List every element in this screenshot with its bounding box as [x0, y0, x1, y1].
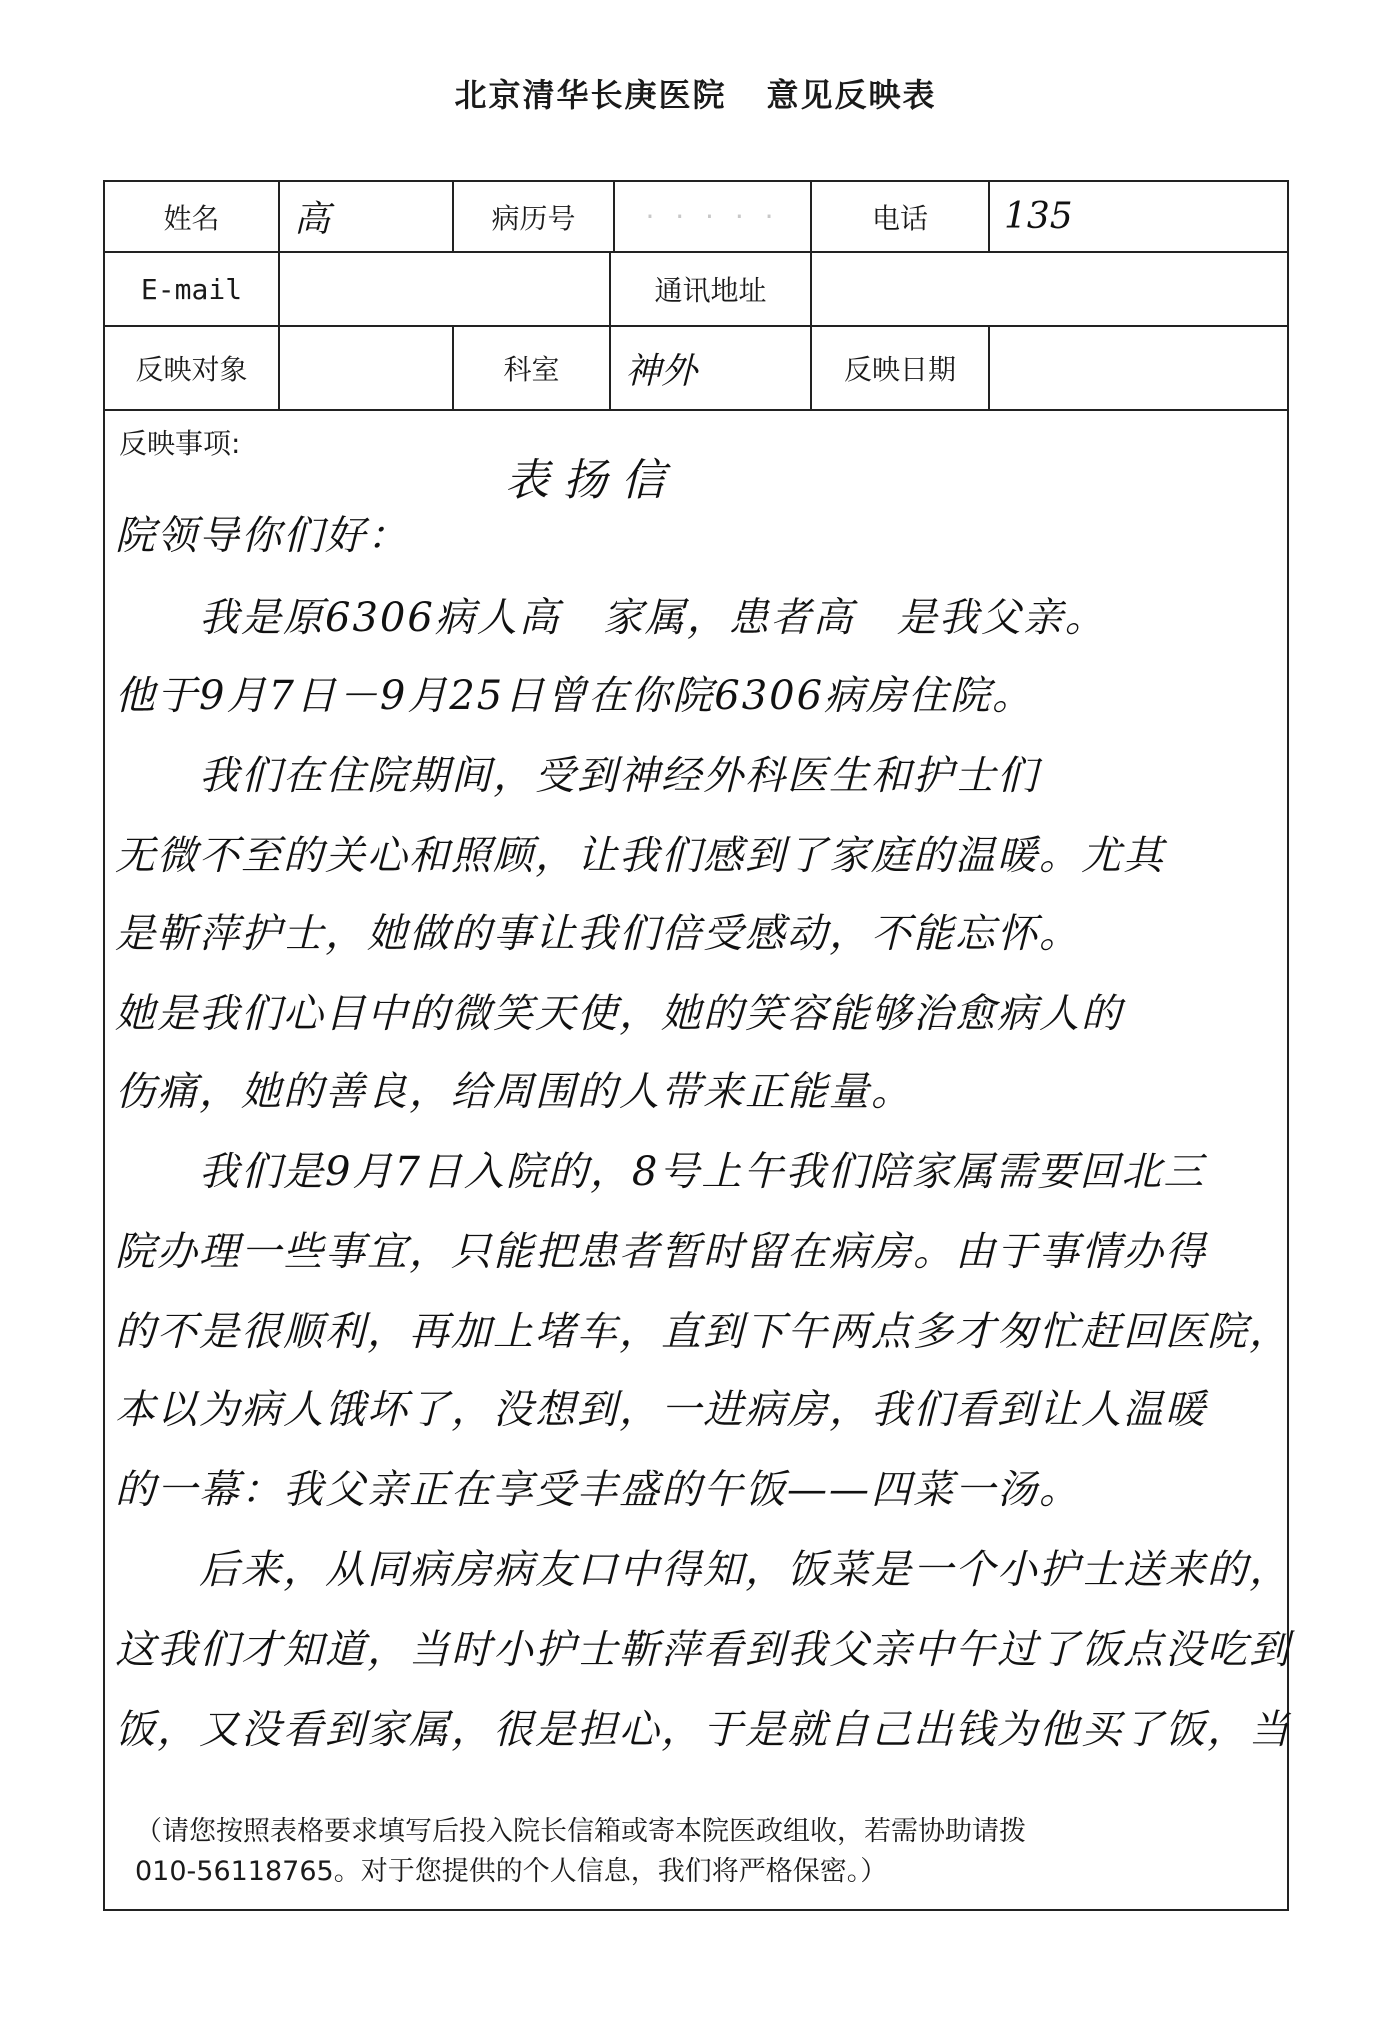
department-field[interactable]: 神外: [625, 350, 698, 392]
letter-line: 后来，从同病房病友口中得知，饭菜是一个小护士送来的，: [115, 1547, 1291, 1593]
row-divider: [105, 409, 1287, 411]
letter-line: 我们是9月7日入院的，8号上午我们陪家属需要回北三: [115, 1149, 1206, 1195]
letter-line: 伤痛，她的善良，给周围的人带来正能量。: [115, 1069, 913, 1115]
letter-line: 无微不至的关心和照顾，让我们感到了家庭的温暖。尤其: [115, 833, 1165, 879]
letter-line: 院办理一些事宜，只能把患者暂时留在病房。由于事情办得: [115, 1229, 1207, 1275]
record-number-field[interactable]: · · · · ·: [645, 200, 780, 233]
letter-line: 她是我们心目中的微笑天使，她的笑容能够治愈病人的: [115, 991, 1123, 1037]
letter-line: 院领导你们好：: [115, 513, 409, 559]
form-name: 意见反映表: [766, 76, 937, 114]
email-field[interactable]: [280, 253, 609, 325]
phone-field[interactable]: 135: [1004, 196, 1073, 237]
form-title: [0, 70, 1391, 116]
address-field[interactable]: [812, 253, 1287, 325]
letter-line: 我们在住院期间，受到神经外科医生和护士们: [115, 753, 1039, 799]
phone-label: 电话: [871, 201, 928, 235]
date-field[interactable]: [990, 327, 1287, 409]
issues-label: 反映事项:: [119, 427, 241, 460]
target-label: 反映对象: [135, 353, 248, 386]
email-label: E-mail: [140, 272, 243, 306]
letter-title: 表扬信: [505, 455, 679, 506]
letter-line: 我是原6306病人高 家属，患者高 是我父亲。: [115, 595, 1107, 641]
footnote: [135, 1812, 1285, 1892]
letter-line: 的不是很顺利，再加上堵车，直到下午两点多才匆忙赶回医院，: [115, 1309, 1291, 1355]
letter-line: 他于9月7日－9月25日曾在你院6306病房住院。: [115, 673, 1035, 719]
footnote-line: 010-56118765。对于您提供的个人信息，我们将严格保密。）: [135, 1856, 888, 1887]
letter-line: 的一幕：我父亲正在享受丰盛的午饭——四菜一汤。: [115, 1467, 1081, 1513]
record-number-label: 病历号: [491, 201, 576, 235]
letter-line: 饭，又没看到家属，很是担心，于是就自己出钱为他买了饭，当: [115, 1707, 1291, 1753]
date-label: 反映日期: [843, 353, 956, 386]
letter-line: 是靳萍护士，她做的事让我们倍受感动，不能忘怀。: [115, 911, 1081, 957]
name-label: 姓名: [163, 201, 220, 235]
name-field[interactable]: 高: [294, 199, 331, 240]
address-label: 通讯地址: [654, 274, 767, 307]
department-label: 科室: [503, 353, 560, 386]
footnote-line: （请您按照表格要求填写后投入院长信箱或寄本院医政组收，若需协助请拨: [135, 1816, 1026, 1847]
letter-line: 本以为病人饿坏了，没想到，一进病房，我们看到让人温暖: [115, 1387, 1207, 1433]
letter-line: 这我们才知道，当时小护士靳萍看到我父亲中午过了饭点没吃到: [115, 1627, 1291, 1673]
hospital-name: 北京清华长庚医院: [454, 76, 727, 114]
feedback-form: [103, 180, 1289, 1911]
target-field[interactable]: [280, 327, 452, 409]
